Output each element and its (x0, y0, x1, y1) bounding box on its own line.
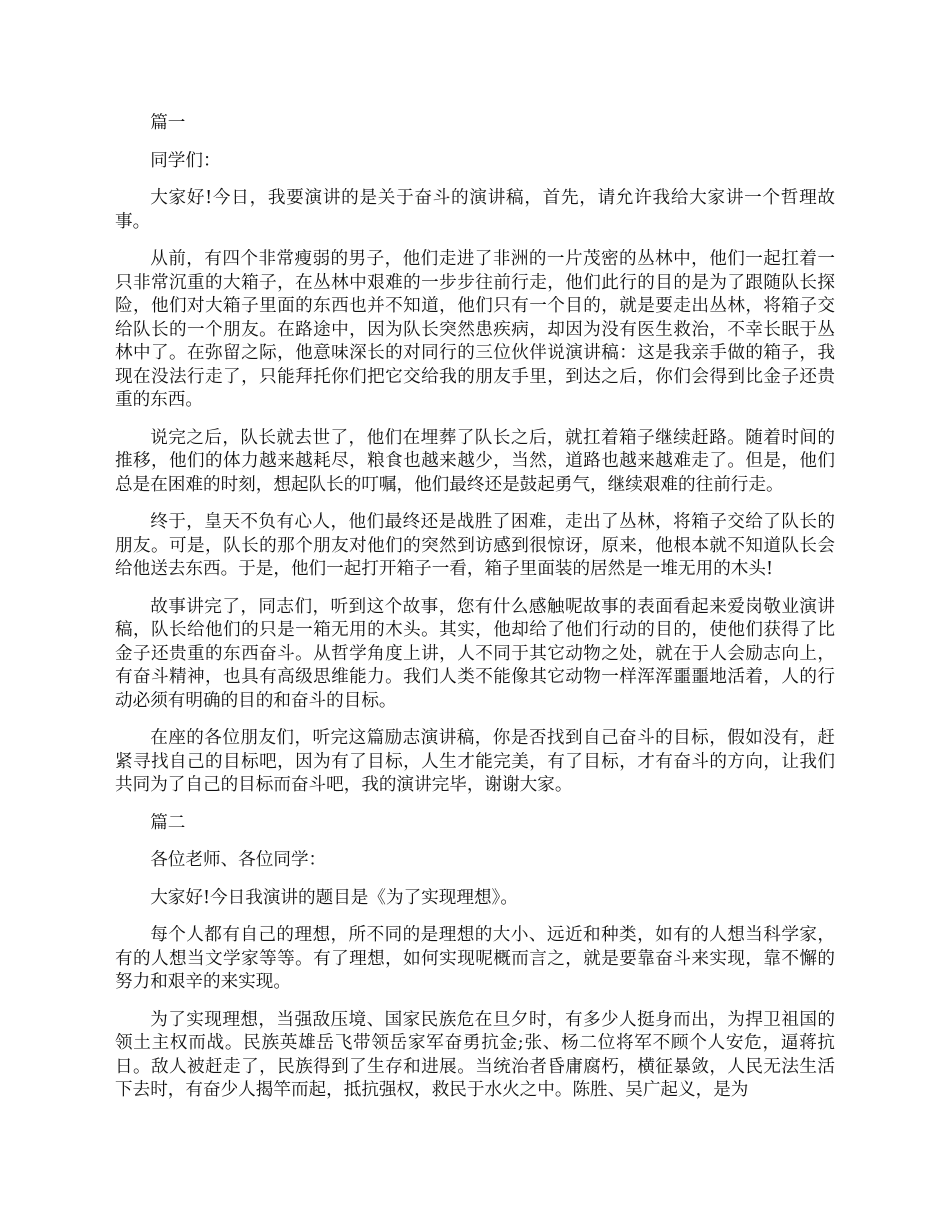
paragraph: 每个人都有自己的理想，所不同的是理想的大小、远近和种类，如有的人想当科学家，有的人想当文学家等等。有了理想，如何实现呢概而言之，就是要靠奋斗来实现，靠不懈的努力和艰辛的来实现。 (115, 925, 835, 992)
document-body (115, 112, 835, 1117)
paragraph: 说完之后，队长就去世了，他们在埋葬了队长之后，就扛着箱子继续赶路。随着时间的推移，他们的体力越来越耗尽，粮食也越来越少，当然，道路也越来越难走了。但是，他们总是在困难的时刻，想起队长的叮嘱，他们最终还是鼓起勇气，继续艰难的往前行走。 (115, 427, 835, 495)
section-heading-1: 篇一 (150, 113, 186, 133)
paragraph: 在座的各位朋友们，听完这篇励志演讲稿，你是否找到自己奋斗的目标，假如没有，赶紧寻找自己的目标吧，因为有了目标，人生才能完美，有了目标，才有奋斗的方向，让我们共同为了自己的目标而奋斗吧，我的演讲完毕，谢谢大家。 (115, 728, 835, 795)
salutation-1: 同学们： (150, 150, 221, 171)
paragraph: 故事讲完了，同志们，听到这个故事，您有什么感触呢故事的表面看起来爱岗敬业演讲稿，队长给他们的只是一箱无用的木头。其实，他却给了他们行动的目的，使他们获得了比金子还贵重的东西奋斗。从哲学角度上讲，人不同于其它动物之处，就在于人会励志向上，有奋斗精神，也具有高级思维能力。我们人类不能像其它动物一样浑浑噩噩地活着，人的行动必须有明确的目的和奋斗的目标。 (115, 596, 835, 711)
salutation-2: 各位老师、各位同学： (150, 850, 327, 870)
paragraph: 大家好!今日，我要演讲的是关于奋斗的演讲稿，首先，请允许我给大家讲一个哲理故事。 (115, 188, 835, 232)
section-heading-2: 篇二 (150, 812, 186, 833)
paragraph: 终于，皇天不负有心人，他们最终还是战胜了困难，走出了丛林，将箱子交给了队长的朋友。可是，队长的那个朋友对他们的突然到访感到很惊讶，原来，他根本就不知道队长会给他送去东西。于是，他们一起打开箱子一看，箱子里面装的居然是一堆无用的木头! (115, 512, 835, 579)
paragraph: 从前，有四个非常瘦弱的男子，他们走进了非洲的一片茂密的丛林中，他们一起扛着一只非常沉重的大箱子，在丛林中艰难的一步步往前行走，他们此行的目的是为了跟随队长探险，他们对大箱子里面的东西也并不知道，他们只有一个目的，就是要走出丛林，将箱子交给队长的一个朋友。在路途中，因为队长突然患疾病，却因为没有医生救治，不幸长眠于丛林中了。在弥留之际，他意味深长的对同行的三位伙伴说演讲稿：这是我亲手做的箱子，我现在没法行走了，只能拜托你们把它交给我的朋友手里，到达之后，你们会得到比金子还贵重的东西。 (115, 249, 835, 410)
paragraph: 大家好!今日我演讲的题目是《为了实现理想》。 (150, 887, 518, 908)
paragraph: 为了实现理想，当强敌压境、国家民族危在旦夕时，有多少人挺身而出，为捍卫祖国的领土主权而战。民族英雄岳飞带领岳家军奋勇抗金;张、杨二位将军不顾个人安危，逼蒋抗日。敌人被赶走了，民族得到了生存和进展。当统治者昏庸腐朽，横征暴敛，人民无法生活下去时，有奋少人揭竿而起，抵抗强权，救民于水火之中。陈胜、吴广起义，是为 (115, 1009, 835, 1100)
